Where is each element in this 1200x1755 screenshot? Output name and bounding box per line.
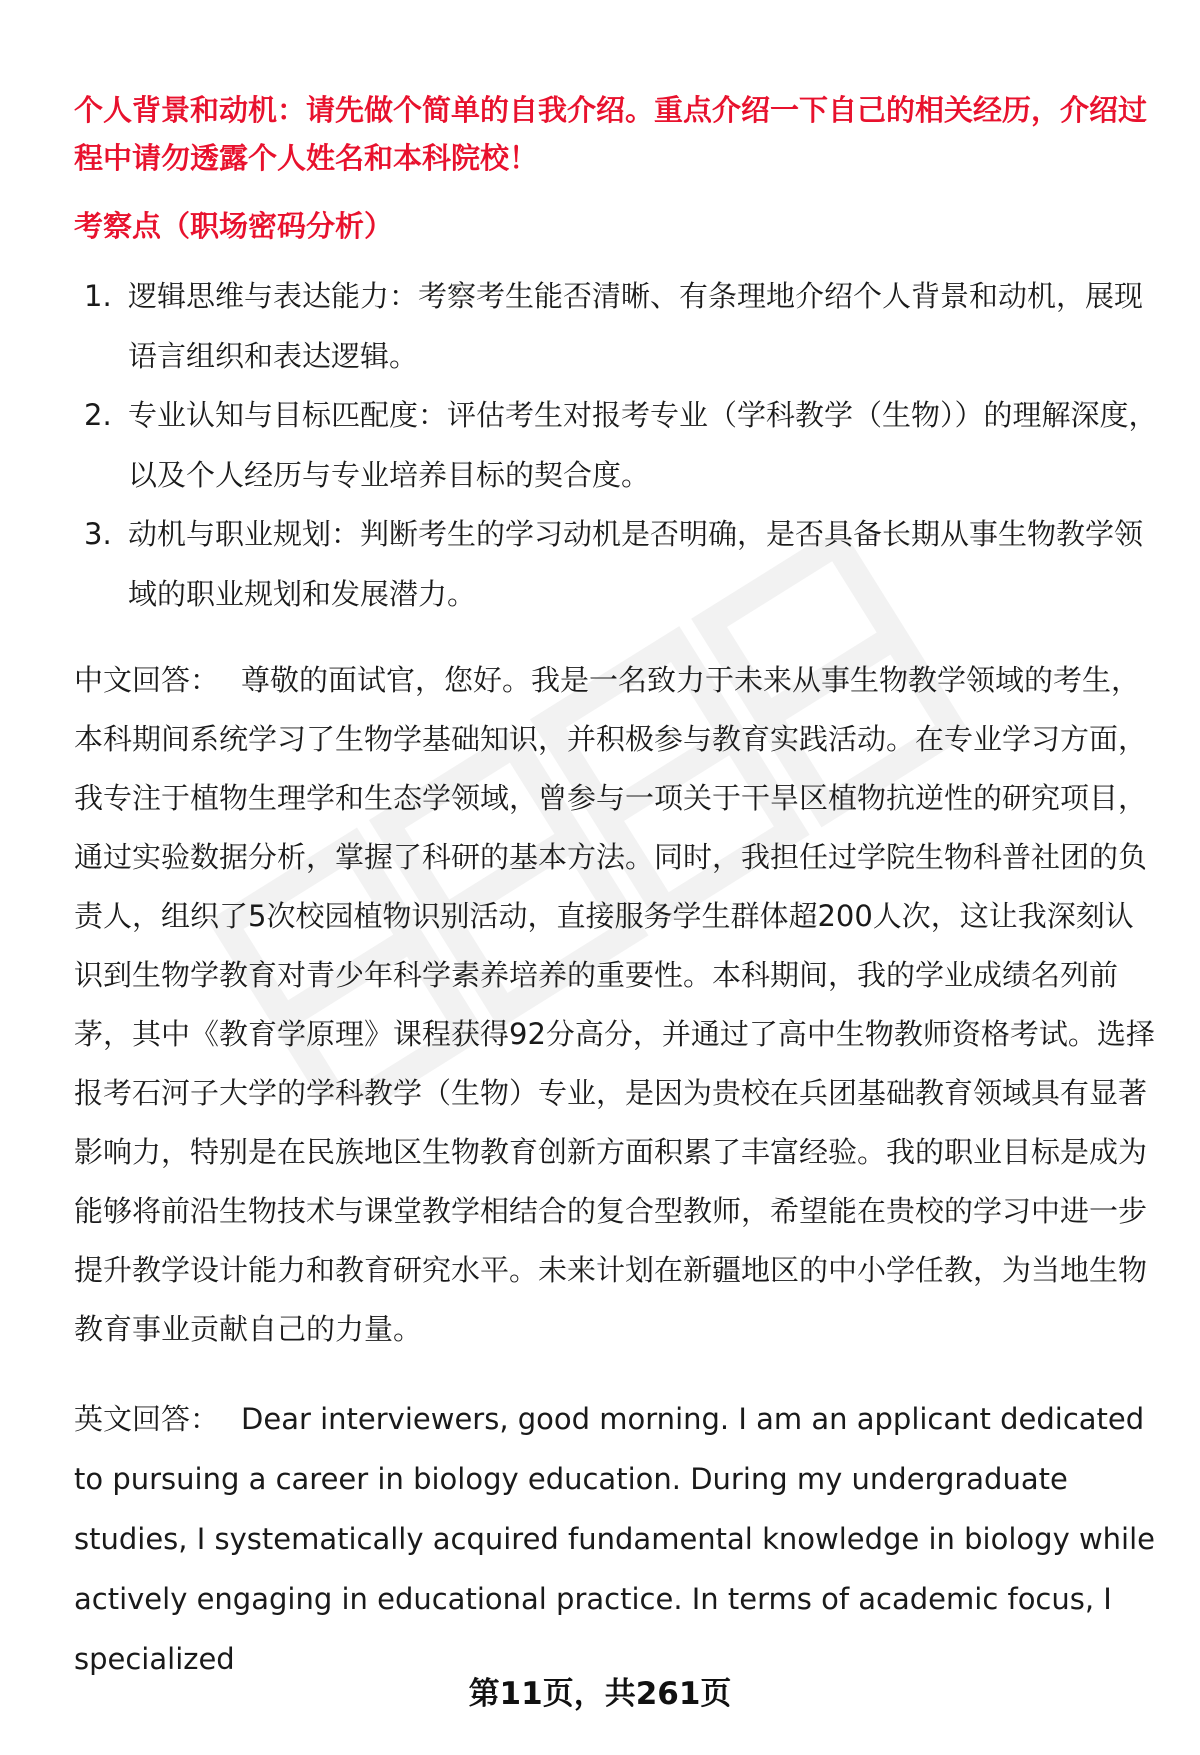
analysis-points-list (74, 266, 1158, 624)
list-item (74, 266, 1158, 386)
list-item-text: 逻辑思维与表达能力：考察考生能否清晰、有条理地介绍个人背景和动机，展现语言组织和表达逻辑。 (128, 279, 1144, 373)
list-item-number: 3. (84, 517, 112, 551)
list-item-number: 2. (84, 398, 112, 432)
chinese-answer-label: 中文回答： (74, 663, 220, 697)
english-answer-label: 英文回答： (74, 1402, 220, 1436)
english-answer (74, 1389, 1158, 1689)
english-answer-text: Dear interviewers, good morning. I am an applicant dedicated to pursuing a career in biology education. During my undergraduate studies, I systematically acquired fundamental knowledge in biology while actively engaging in educational practice. In terms of academic focus, I specialized (74, 1402, 1156, 1676)
document-content (74, 86, 1158, 1689)
analysis-heading: 考察点（职场密码分析） (74, 209, 394, 243)
chinese-answer-text: 尊敬的面试官，您好。我是一名致力于未来从事生物教学领域的考生，本科期间系统学习了生物学基础知识，并积极参与教育实践活动。在专业学习方面，我专注于植物生理学和生态学领域，曾参与一项关于干旱区植物抗逆性的研究项目，通过实验数据分析，掌握了科研的基本方法。同时，我担任过学院生物科普社团的负责人，组织了5次校园植物识别活动，直接服务学生群体超200人次，这让我深刻认识到生物学教育对青少年科学素养培养的重要性。本科期间，我的学业成绩名列前茅，其中《教育学原理》课程获得92分高分，并通过了高中生物教师资格考试。选择报考石河子大学的学科教学（生物）专业，是因为贵校在兵团基础教育领域具有显著影响力，特别是在民族地区生物教育创新方面积累了丰富经验。我的职业目标是成为能够将前沿生物技术与课堂教学相结合的复合型教师，希望能在贵校的学习中进一步提升教学设计能力和教育研究水平。未来计划在新疆地区的中小学任教，为当地生物教育事业贡献自己的力量。 (74, 663, 1155, 1346)
list-item-number: 1. (84, 279, 112, 313)
list-item (74, 504, 1158, 624)
list-item (74, 385, 1158, 505)
interview-question: 个人背景和动机：请先做个简单的自我介绍。重点介绍一下自己的相关经历，介绍过程中请勿透露个人姓名和本科院校！ (74, 93, 1148, 175)
list-item-text: 动机与职业规划：判断考生的学习动机是否明确，是否具备长期从事生物教学领域的职业规划和发展潜力。 (128, 517, 1144, 611)
list-item-text: 专业认知与目标匹配度：评估考生对报考专业（学科教学（生物））的理解深度，以及个人经历与专业培养目标的契合度。 (128, 398, 1158, 492)
chinese-answer (74, 651, 1158, 1359)
page-number: 第11页，共261页 (468, 1676, 732, 1712)
